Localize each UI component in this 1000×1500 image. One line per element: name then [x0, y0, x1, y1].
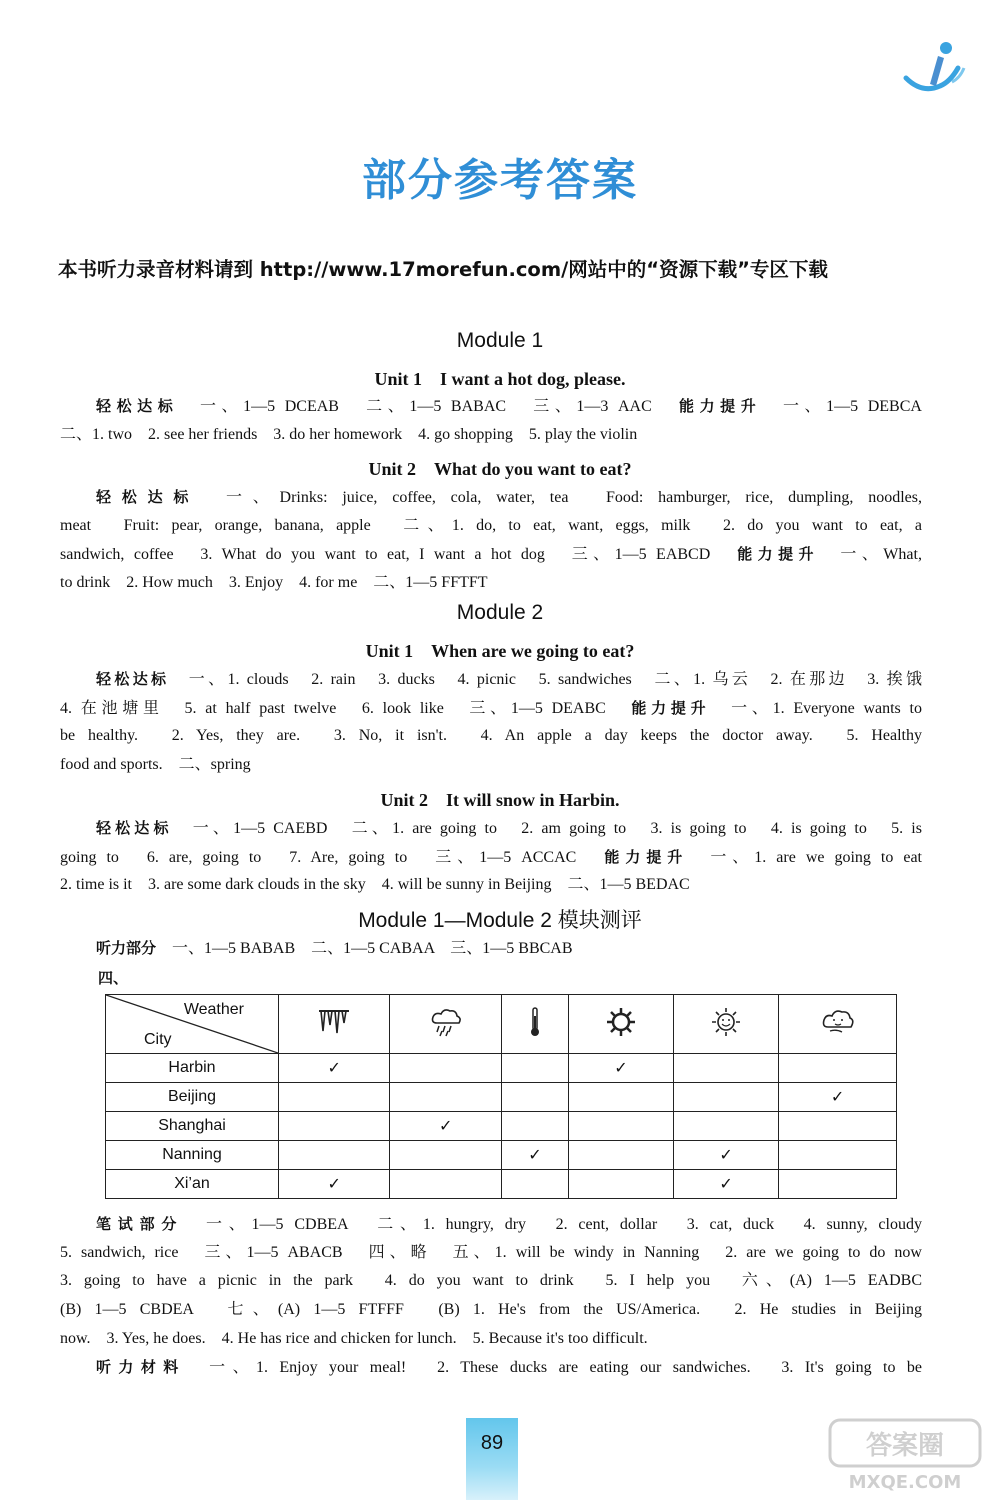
level-tag: 能力提升 — [737, 545, 819, 564]
empty-cell — [779, 1141, 897, 1170]
empty-cell — [779, 1054, 897, 1083]
empty-cell — [779, 1112, 897, 1141]
table-body — [106, 1054, 897, 1199]
answer-text: 一、1. Everyone wants to — [731, 699, 922, 717]
level-tag: 能力提升 — [678, 397, 762, 415]
answer-text: 一、1—5 CAEBD 二、1. are going to 2. am going to 3. is going to 4. is going to 5. is — [192, 820, 922, 837]
answer-text: 一、1. clouds 2. rain 3. ducks 4. picnic 5. sandwiches 二、1. 乌云 2. 在那边 3. 挨饿 — [188, 671, 922, 688]
empty-cell — [501, 1170, 568, 1199]
table-row — [106, 1112, 897, 1141]
test-heading: Module 1—Module 2 模块测评 — [358, 909, 642, 932]
section-tag: 听力材料 — [96, 1358, 186, 1377]
level-tag: 能力提升 — [604, 847, 689, 866]
empty-cell — [390, 1083, 501, 1112]
empty-cell — [568, 1112, 673, 1141]
empty-cell — [568, 1083, 673, 1112]
empty-cell — [279, 1141, 390, 1170]
empty-cell — [673, 1112, 778, 1141]
thermometer-icon — [501, 995, 568, 1054]
check-mark-cell: ✓ — [673, 1170, 778, 1199]
answer-text: 一、1—5 BABAB 二、1—5 CABAA 三、1—5 BBCAB — [172, 940, 573, 957]
table-header-row — [106, 995, 897, 1054]
city-label: City — [144, 1031, 172, 1048]
empty-cell — [673, 1054, 778, 1083]
answer-text: sandwich, coffee 3. What do you want to eat, I want a hot dog 三、1—5 EABCD — [60, 546, 711, 564]
svg-text:答案圈: 答案圈 — [865, 1431, 945, 1461]
answer-text: food and sports. 二、spring — [60, 756, 251, 774]
corner-cell — [106, 995, 279, 1054]
answer-text: 一、1—5 DEBCA — [782, 398, 922, 415]
weather-label: Weather — [183, 1001, 244, 1018]
empty-cell — [673, 1083, 778, 1112]
sun-icon — [673, 995, 778, 1054]
empty-cell — [390, 1141, 501, 1170]
answer-text: 一、1. are we going to eat — [710, 848, 922, 866]
watermark-logo — [826, 1414, 986, 1494]
level-tag: 轻松达标 — [96, 670, 170, 688]
m1-unit-2-heading: Unit 2 What do you want to eat? — [368, 459, 632, 479]
m1-unit-1-heading: Unit 1 I want a hot dog, please. — [374, 369, 626, 389]
answer-text: 4. 在池塘里 5. at half past twelve 6. look like 三、1—5 DEABC — [60, 699, 606, 717]
answer-text: to drink 2. How much 3. Enjoy 4. for me 二、1—5 FFTFT — [60, 574, 488, 592]
level-tag: 能力提升 — [631, 698, 711, 717]
check-mark-cell: ✓ — [568, 1054, 673, 1083]
check-mark-cell: ✓ — [673, 1141, 778, 1170]
answer-text: be healthy. 2. Yes, they are. 3. No, it isn't. 4. An apple a day keeps the doctor away. 5. Healthy — [60, 727, 922, 745]
m1-unit-1-answers — [60, 392, 922, 449]
table-row — [106, 1083, 897, 1112]
answer-text: 一、What, — [840, 546, 922, 564]
answer-text: 5. sandwich, rice 三、1—5 ABACB 四、略 五、1. will be windy in Nanning 2. are we going to do now — [60, 1243, 922, 1261]
table-row — [106, 1170, 897, 1199]
download-notice: 本书听力录音材料请到 http://www.17morefun.com/网站中的“资源下载”专区下载 — [58, 258, 828, 281]
watermark-text: MXQE.COM — [848, 1472, 962, 1493]
city-cell: Harbin — [106, 1054, 279, 1083]
empty-cell — [501, 1083, 568, 1112]
level-tag: 轻松达标 — [96, 488, 200, 506]
table-row — [106, 1054, 897, 1083]
module-1-heading: Module 1 — [456, 329, 544, 352]
answer-text: 一、Drinks: juice, coffee, cola, water, tea Food: hamburger, rice, dumpling, noodles, — [225, 489, 922, 506]
check-mark-cell: ✓ — [390, 1112, 501, 1141]
section-tag: 笔试部分 — [96, 1215, 184, 1233]
m2-unit-2-heading: Unit 2 It will snow in Harbin. — [380, 790, 620, 810]
weather-table — [105, 994, 897, 1199]
city-cell: Nanning — [106, 1141, 279, 1170]
icicles-icon — [279, 995, 390, 1054]
answer-text: now. 3. Yes, he does. 4. He has rice and chicken for lunch. 5. Because it's too difficult. — [60, 1329, 648, 1347]
empty-cell — [279, 1083, 390, 1112]
empty-cell — [501, 1054, 568, 1083]
answer-text: 一、1—5 CDBEA 二、1. hungry, dry 2. cent, dollar 3. cat, duck 4. sunny, cloudy — [205, 1216, 922, 1233]
answer-text: going to 6. are, going to 7. Are, going to 三、1—5 ACCAC — [60, 848, 577, 866]
empty-cell — [390, 1054, 501, 1083]
m2-unit-1-heading: Unit 1 When are we going to eat? — [365, 641, 635, 661]
m1-unit-2-answers — [60, 483, 922, 598]
page-title: 部分参考答案 — [362, 155, 638, 206]
empty-cell — [779, 1170, 897, 1199]
rain-cloud-icon — [390, 995, 501, 1054]
book-logo-icon — [900, 38, 970, 102]
answer-text: (B) 1—5 CBDEA 七、(A) 1—5 FTFFF (B) 1. He's from the US/America. 2. He studies in Beijing — [60, 1301, 922, 1319]
empty-cell — [501, 1112, 568, 1141]
city-cell: Shanghai — [106, 1112, 279, 1141]
listening-answers — [60, 934, 922, 963]
written-answers — [60, 1210, 922, 1382]
section-tag: 听力部分 — [96, 939, 157, 957]
answer-text: 一、1. Enjoy your meal! 2. These ducks are eating our sandwiches. 3. It's going to be — [209, 1359, 922, 1377]
table-row — [106, 1141, 897, 1170]
check-mark-cell: ✓ — [279, 1170, 390, 1199]
page-number: 89 — [466, 1418, 518, 1500]
empty-cell — [279, 1112, 390, 1141]
level-tag: 轻松达标 — [96, 397, 179, 415]
module-2-heading: Module 2 — [456, 601, 544, 624]
answer-text: 3. going to have a picnic in the park 4. do you want to drink 5. I help you 六、(A) 1—5 EADBC — [60, 1272, 922, 1290]
city-cell: Xi’an — [106, 1170, 279, 1199]
check-mark-cell: ✓ — [279, 1054, 390, 1083]
check-mark-cell: ✓ — [501, 1141, 568, 1170]
check-mark-cell: ✓ — [779, 1083, 897, 1112]
answer-text: 一、1—5 DCEAB 二、1—5 BABAC 三、1—3 AAC — [199, 398, 652, 415]
answer-text: meat Fruit: pear, orange, banana, apple 二、1. do, to eat, want, eggs, milk 2. do you want to eat, a — [60, 516, 922, 534]
answer-text: 2. time is it 3. are some dark clouds in the sky 4. will be sunny in Beijing 二、1—5 BEDAC — [60, 876, 690, 894]
empty-cell — [568, 1141, 673, 1170]
question-4-label: 四、 — [98, 969, 129, 987]
m2-unit-1-answers — [60, 665, 922, 780]
empty-cell — [568, 1170, 673, 1199]
level-tag: 轻松达标 — [96, 819, 173, 837]
empty-cell — [390, 1170, 501, 1199]
m2-unit-2-answers — [60, 814, 922, 900]
city-cell: Beijing — [106, 1083, 279, 1112]
snowflake-icon — [568, 995, 673, 1054]
answer-text: 二、1. two 2. see her friends 3. do her homework 4. go shopping 5. play the violin — [60, 425, 638, 443]
wind-cloud-icon — [779, 995, 897, 1054]
